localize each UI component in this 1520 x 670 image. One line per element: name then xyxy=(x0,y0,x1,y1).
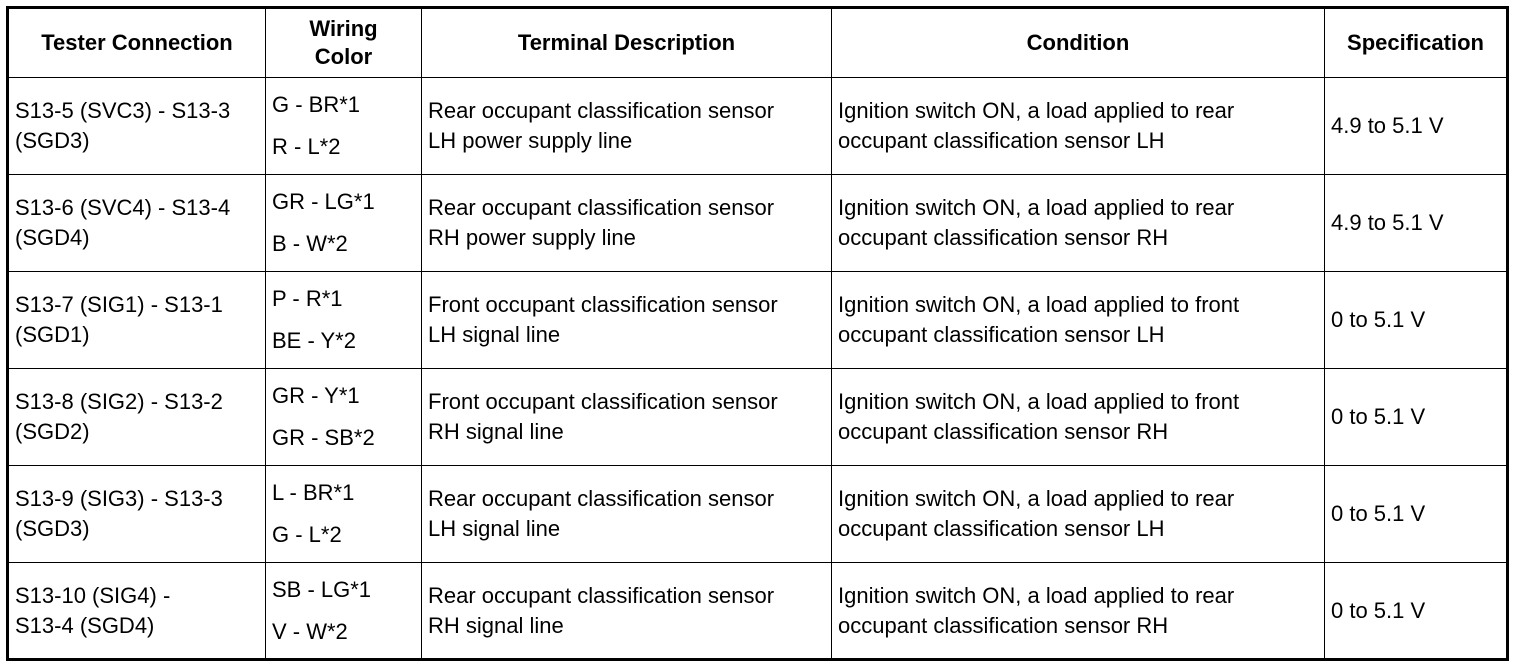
tester-connection-line2: (SGD4) xyxy=(15,225,90,250)
wiring-color-1: L - BR*1 xyxy=(272,480,355,505)
cell-specification: 0 to 5.1 V xyxy=(1325,466,1508,563)
cell-specification: 0 to 5.1 V xyxy=(1325,563,1508,660)
wiring-color-2: G - L*2 xyxy=(272,522,342,547)
cell-terminal-description xyxy=(422,175,832,272)
cell-tester-connection xyxy=(8,563,266,660)
wiring-color-2: GR - SB*2 xyxy=(272,425,375,450)
table-row xyxy=(8,369,1508,466)
tester-connection-line1: S13-10 (SIG4) - xyxy=(15,582,171,608)
header-wiring-color-line1: Wiring xyxy=(309,16,378,41)
wiring-color-2: BE - Y*2 xyxy=(272,328,356,353)
cell-terminal-description xyxy=(422,466,832,563)
wiring-color-gap xyxy=(272,605,415,617)
terminal-description-line1: Rear occupant classification sensor xyxy=(428,582,775,608)
table-row xyxy=(8,466,1508,563)
wiring-color-gap xyxy=(272,120,415,132)
tester-connection-line1: S13-7 (SIG1) - S13-1 xyxy=(15,292,223,317)
specification-table xyxy=(6,6,1509,661)
condition-line1: Ignition switch ON, a load applied to front xyxy=(838,389,1240,414)
wiring-color-2: R - L*2 xyxy=(272,134,341,159)
table-row xyxy=(8,563,1508,660)
terminal-description-line2: LH signal line xyxy=(428,516,561,541)
wiring-color-1: SB - LG*1 xyxy=(272,576,372,602)
cell-terminal-description xyxy=(422,78,832,175)
terminal-description-line2: LH signal line xyxy=(428,322,561,347)
cell-condition xyxy=(832,563,1325,660)
wiring-color-2: V - W*2 xyxy=(272,618,348,644)
table-header xyxy=(8,8,1508,78)
cell-terminal-description xyxy=(422,272,832,369)
condition-line2: occupant classification sensor LH xyxy=(838,322,1165,347)
tester-connection-line2: S13-4 (SGD4) xyxy=(15,612,155,638)
condition-line2: occupant classification sensor LH xyxy=(838,516,1165,541)
header-specification: Specification xyxy=(1325,8,1508,78)
cell-condition xyxy=(832,272,1325,369)
tester-connection-line2: (SGD2) xyxy=(15,419,90,444)
cell-specification: 0 to 5.1 V xyxy=(1325,272,1508,369)
cell-wiring-color xyxy=(266,563,422,660)
terminal-description-line1: Rear occupant classification sensor xyxy=(428,486,775,511)
condition-line1: Ignition switch ON, a load applied to front xyxy=(838,292,1240,317)
wiring-color-gap xyxy=(272,508,415,520)
header-wiring-color xyxy=(266,8,422,78)
terminal-description-line1: Front occupant classification sensor xyxy=(428,292,778,317)
cell-condition xyxy=(832,175,1325,272)
wiring-color-gap xyxy=(272,217,415,229)
header-wiring-color-line2: Color xyxy=(314,44,373,69)
cell-tester-connection xyxy=(8,466,266,563)
tester-connection-line2: (SGD3) xyxy=(15,516,90,541)
cell-wiring-color xyxy=(266,369,422,466)
terminal-description-line1: Rear occupant classification sensor xyxy=(428,195,775,220)
header-tester-connection: Tester Connection xyxy=(8,8,266,78)
condition-line2: occupant classification sensor RH xyxy=(838,225,1169,250)
cell-condition xyxy=(832,369,1325,466)
wiring-color-2: B - W*2 xyxy=(272,231,348,256)
cell-tester-connection xyxy=(8,78,266,175)
tester-connection-line1: S13-9 (SIG3) - S13-3 xyxy=(15,486,223,511)
tester-connection-line2: (SGD1) xyxy=(15,322,90,347)
cell-wiring-color xyxy=(266,175,422,272)
cell-terminal-description xyxy=(422,563,832,660)
table-row xyxy=(8,78,1508,175)
cell-condition xyxy=(832,78,1325,175)
cell-wiring-color xyxy=(266,272,422,369)
cell-specification: 0 to 5.1 V xyxy=(1325,369,1508,466)
cell-specification: 4.9 to 5.1 V xyxy=(1325,78,1508,175)
header-terminal-description: Terminal Description xyxy=(422,8,832,78)
condition-line1: Ignition switch ON, a load applied to rear xyxy=(838,195,1235,220)
cell-specification: 4.9 to 5.1 V xyxy=(1325,175,1508,272)
condition-line2: occupant classification sensor RH xyxy=(838,419,1169,444)
condition-line2: occupant classification sensor LH xyxy=(838,128,1165,153)
header-condition: Condition xyxy=(832,8,1325,78)
terminal-description-line1: Rear occupant classification sensor xyxy=(428,98,775,123)
header-row xyxy=(8,8,1508,78)
cell-terminal-description xyxy=(422,369,832,466)
wiring-color-1: P - R*1 xyxy=(272,286,343,311)
tester-connection-line2: (SGD3) xyxy=(15,128,90,153)
cell-wiring-color xyxy=(266,78,422,175)
cell-condition xyxy=(832,466,1325,563)
cell-tester-connection xyxy=(8,369,266,466)
table-row xyxy=(8,272,1508,369)
terminal-description-line2: RH signal line xyxy=(428,419,564,444)
terminal-description-line1: Front occupant classification sensor xyxy=(428,389,778,414)
condition-line2: occupant classification sensor RH xyxy=(838,612,1169,638)
wiring-color-1: GR - Y*1 xyxy=(272,383,360,408)
wiring-color-gap xyxy=(272,411,415,423)
wiring-color-gap xyxy=(272,314,415,326)
terminal-description-line2: LH power supply line xyxy=(428,128,633,153)
cell-tester-connection xyxy=(8,175,266,272)
condition-line1: Ignition switch ON, a load applied to rear xyxy=(838,98,1235,123)
condition-line1: Ignition switch ON, a load applied to rear xyxy=(838,486,1235,511)
terminal-description-line2: RH power supply line xyxy=(428,225,636,250)
wiring-color-1: GR - LG*1 xyxy=(272,189,375,214)
table-body xyxy=(8,78,1508,660)
tester-connection-line1: S13-5 (SVC3) - S13-3 xyxy=(15,98,231,123)
terminal-description-line2: RH signal line xyxy=(428,612,564,638)
tester-connection-line1: S13-8 (SIG2) - S13-2 xyxy=(15,389,223,414)
condition-line1: Ignition switch ON, a load applied to rear xyxy=(838,582,1235,608)
tester-connection-line1: S13-6 (SVC4) - S13-4 xyxy=(15,195,231,220)
cell-tester-connection xyxy=(8,272,266,369)
cell-wiring-color xyxy=(266,466,422,563)
wiring-color-1: G - BR*1 xyxy=(272,92,361,117)
table-row xyxy=(8,175,1508,272)
